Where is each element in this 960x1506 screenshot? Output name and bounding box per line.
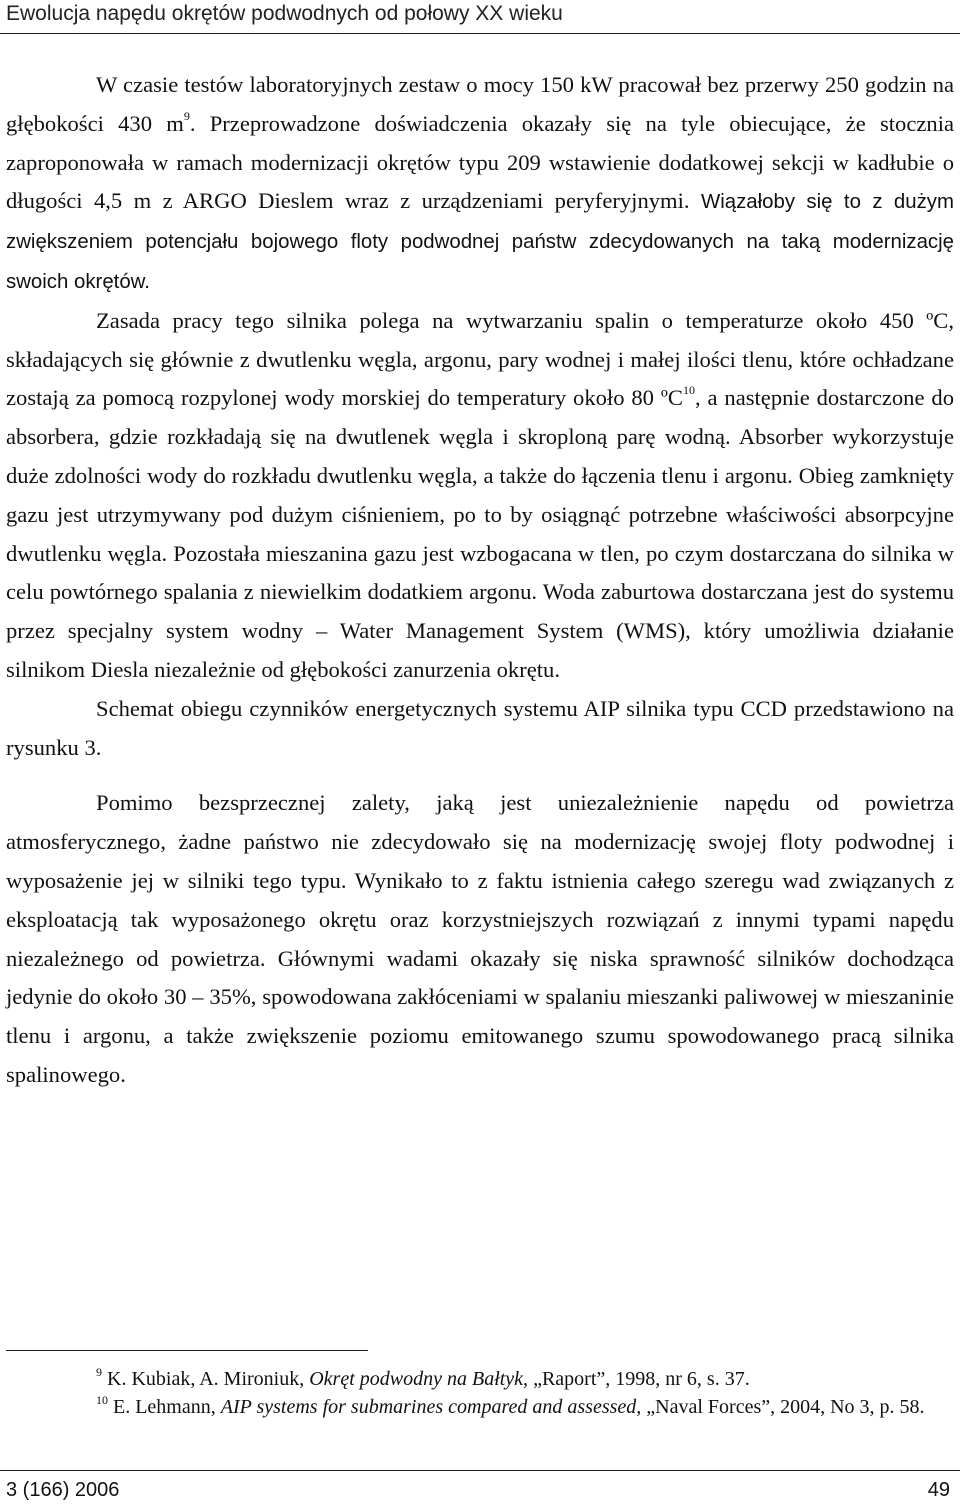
page-number: 49: [927, 1479, 950, 1501]
footnote-ref-10: 10: [682, 383, 695, 398]
footnote-9-rest: „Raport”, 1998, nr 6, s. 37.: [528, 1368, 750, 1390]
footnote-9-author: K. Kubiak, A. Mironiuk,: [102, 1368, 310, 1390]
paragraph-2: [6, 302, 954, 690]
footnote-10-author: E. Lehmann,: [108, 1396, 221, 1418]
footnotes: [6, 1365, 954, 1421]
footnote-9: [6, 1365, 954, 1393]
footnote-10-title: AIP systems for submarines compared and assessed,: [220, 1396, 642, 1418]
paragraph-1-text-a: W czasie testów laboratoryjnych zestaw o mocy 150 kW pracował bez przerwy 250 godzin na głębokości 430 m: [6, 72, 954, 136]
footnote-ref-9: 9: [183, 108, 190, 123]
issue-number: 3 (166) 2006: [6, 1479, 120, 1501]
footnote-divider: [6, 1350, 368, 1351]
paragraph-1-text-b: . Przeprowadzone doświadczenia okazały się na tyle obiecujące, że stocznia zaproponowała w ramach modernizacji okrętów typu 209 wstawienie dodatkowej sekcji w kadłubie o długości 4,5 m z ARGO Dieslem wraz z urządzeniami peryferyjnymi.: [6, 110, 954, 214]
paragraph-1-text-c: Wiązałoby się to z dużym zwiększeniem potencjału bojowego floty podwodnej państw zdecydowanych na taką modernizację swoich okrętów.: [6, 191, 954, 293]
footnote-10: [6, 1393, 954, 1421]
running-footer: [0, 1470, 960, 1506]
body-text: [6, 66, 954, 1095]
footnote-9-title: Okręt podwodny na Bałtyk,: [309, 1368, 529, 1390]
paragraph-2-text-a: Zasada pracy tego silnika polega na wytwarzaniu spalin o temperaturze około 450 ºC, składających się głównie z dwutlenku węgla, argonu, pary wodnej i małej ilości tlenu, które ochładzane zostają za pomocą rozpylonej wody morskiej do temperatury około 80 ºC: [6, 307, 954, 411]
footnote-10-number: 10: [96, 1393, 108, 1407]
paragraph-4: Pomimo bezsprzecznej zalety, jaką jest uniezależnienie napędu od powietrza atmosferycznego, żadne państwo nie zdecydowało się na modernizację swojej floty podwodnej i wyposażenie jej w silniki tego typu. Wynikało to z faktu istnienia całego szeregu wad związanych z eksploatacją tak wyposażonego okrętu oraz korzystniejszych rozwiązań z innymi typami napędu niezależnego od powietrza. Głównymi wadami okazały się niska sprawność silników dochodząca jedynie do około 30 – 35%, spowodowana zakłóceniami w spalaniu mieszanki paliwowej w mieszaninie tlenu i argonu, a także zwiększenie poziomu emitowanego szumu spowodowanego pracą silnika spalinowego.: [6, 790, 954, 1087]
paragraph-1: [6, 66, 954, 302]
paragraph-2-text-b: , a następnie dostarczone do absorbera, gdzie rozkładają się na dwutlenek węgla i skroploną parę wodną. Absorber wykorzystuje duże zdolności wody do rozkładu dwutlenku węgla, a także do łączenia tlenu i argonu. Obieg zamknięty gazu jest utrzymywany pod dużym ciśnieniem, po to by osiągnąć potrzebne właściwości absorpcyjne dwutlenku węgla. Pozostała mieszanina gazu jest wzbogacana w tlen, po czym dostarczana do silnika w celu powtórnego spalania z niewielkim dodatkiem argonu. Woda zaburtowa dostarczana jest do systemu przez specjalny system wodny – Water Management System (WMS), który umożliwia działanie silnikom Diesla niezależnie od głębokości zanurzenia okrętu.: [6, 385, 954, 682]
footnote-9-number: 9: [96, 1365, 102, 1379]
paragraph-3: Schemat obiegu czynników energetycznych systemu AIP silnika typu CCD przedstawiono na rysunku 3.: [6, 695, 954, 760]
header-title: Ewolucja napędu okrętów podwodnych od połowy XX wieku: [6, 2, 563, 25]
running-header: [0, 0, 960, 34]
footnote-10-rest: „Naval Forces”, 2004, No 3, p. 58.: [641, 1396, 925, 1418]
